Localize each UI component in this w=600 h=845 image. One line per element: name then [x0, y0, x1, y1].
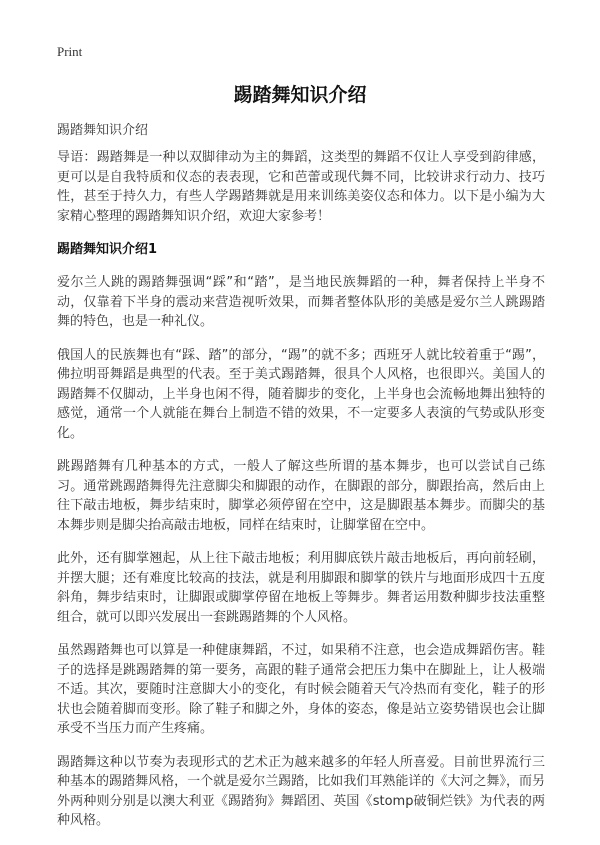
section-heading: 踢踏舞知识介绍1	[57, 242, 158, 257]
body-paragraph: 爱尔兰人跳的踢踏舞强调“踩”和“踏”，是当地民族舞蹈的一种，舞者保持上半身不动，仅靠着下半身的震动来营造视听效果，而舞者整体队形的美感是爱尔兰人跳踢踏舞的特色，也是一种礼仪。	[57, 275, 545, 329]
print-link[interactable]: Print	[57, 44, 83, 59]
page-subtitle: 踢踏舞知识介绍	[57, 123, 149, 138]
body-paragraph: 跳踢踏舞有几种基本的方式，一般人了解这些所谓的基本舞步，也可以尝试自己练习。通常跳踢踏舞得先注意脚尖和脚跟的动作，在脚跟的部分，脚跟抬高，然后由上往下敲击地板，舞步结束时，脚掌必须停留在空中，这是脚跟基本舞步。而脚尖的基本舞步则是脚尖抬高敲击地板，同样在结束时，让脚掌留在空中。	[57, 459, 545, 533]
page-title: 踢踏舞知识介绍	[233, 84, 367, 106]
body-paragraph: 此外，还有脚掌翘起，从上往下敲击地板；利用脚底铁片敲击地板后，再向前轻刷，并摆大腿；还有难度比较高的技法，就是利用脚跟和脚掌的铁片与地面形成四十五度斜角，舞步结束时，让脚跟或脚掌停留在地板上等舞步。舞者运用数种脚步技法重整组合，就可以即兴发展出一套跳踢踏舞的个人风格。	[57, 551, 545, 625]
body-paragraph: 踢踏舞这种以节奏为表现形式的艺术正为越来越多的年轻人所喜爱。目前世界流行三种基本的踢踏舞风格，一个就是爱尔兰踢踏，比如我们耳熟能详的《大河之舞》，而另外两种则分别是以澳大利亚《踢踏狗》舞蹈团、英国《stomp破铜烂铁》为代表的两种风格。	[57, 754, 545, 828]
intro-paragraph: 导语：踢踏舞是一种以双脚律动为主的舞蹈，这类型的舞蹈不仅让人享受到韵律感，更可以是自我特质和仪态的表表现，它和芭蕾或现代舞不同，比较讲求行动力、技巧性，甚至于持久力，有些人学踢踏舞就是用来训练美姿仪态和体力。以下是小编为大家精心整理的踢踏舞知识介绍，欢迎大家参考！	[57, 150, 545, 224]
body-paragraph: 俄国人的民族舞也有“踩、踏”的部分，“踢”的就不多；西班牙人就比较着重于“踢”，佛拉明哥舞蹈是典型的代表。至于美式踢踏舞，很具个人风格，也很即兴。美国人的踢踏舞不仅脚动，上半身也闲不得，随着脚步的变化，上半身也会流畅地舞出独特的感觉，通常一个人就能在舞台上制造不错的效果，不一定要多人表演的气势或队形变化。	[57, 347, 545, 441]
body-paragraph: 虽然踢踏舞也可以算是一种健康舞蹈，不过，如果稍不注意，也会造成舞蹈伤害。鞋子的选择是跳踢踏舞的第一要务，高跟的鞋子通常会把压力集中在脚趾上，让人极端不适。其次，要随时注意脚大小的变化，有时候会随着天气冷热而有变化，鞋子的形状也会随着脚而变形。除了鞋子和脚之外，身体的姿态，像是站立姿势错误也会让脚承受不当压力而产生疼痛。	[57, 643, 545, 736]
article-body	[57, 148, 545, 845]
